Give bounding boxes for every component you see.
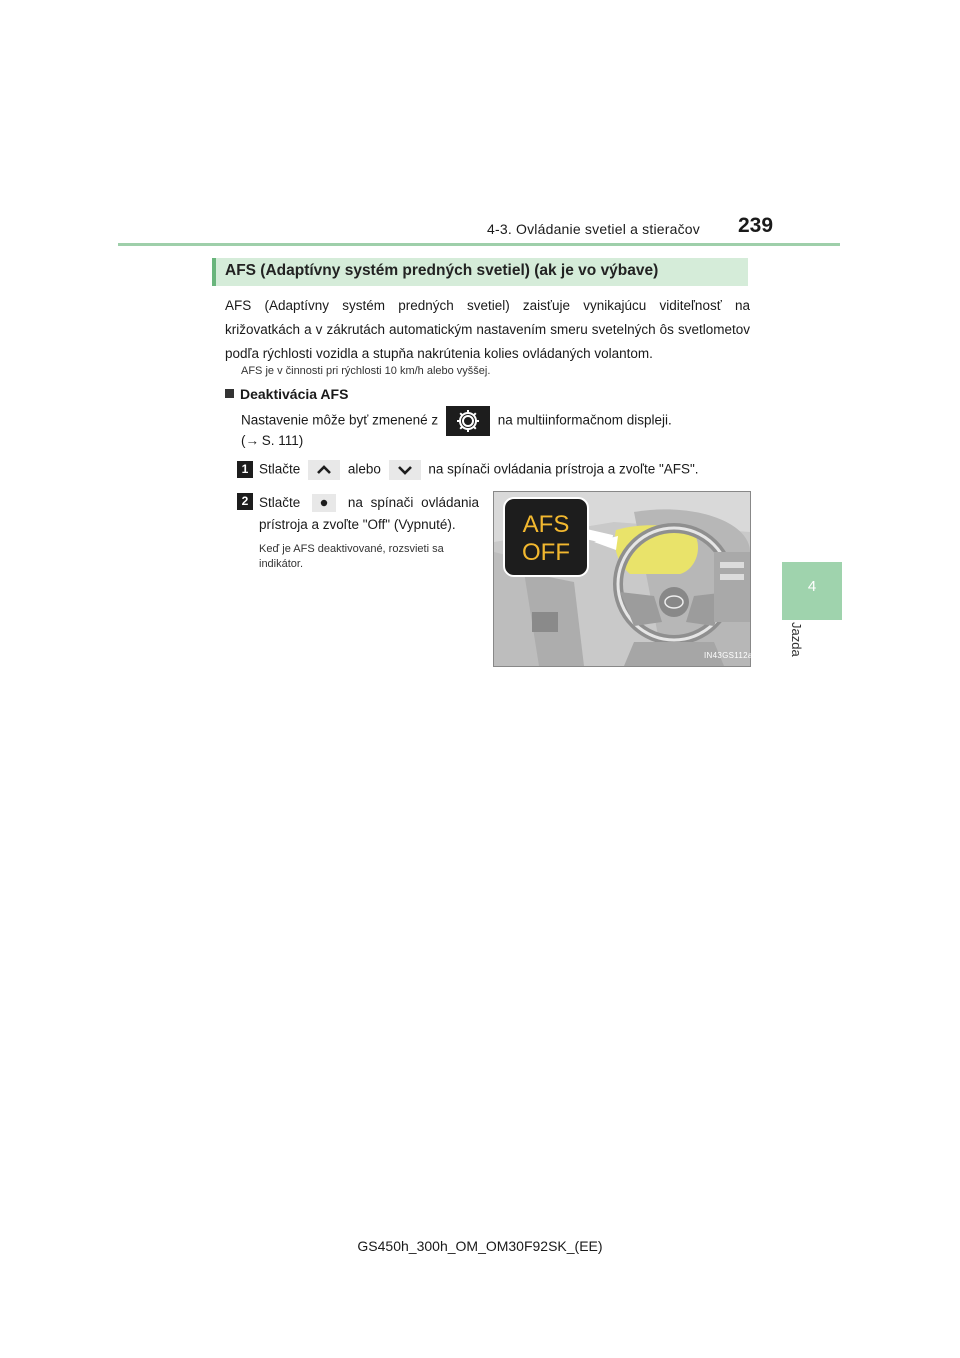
step-1-badge: 1: [237, 461, 253, 478]
square-bullet-icon: [225, 389, 234, 398]
page-reference-text: S. 111: [261, 433, 299, 448]
speed-note: AFS je v činnosti pri rýchlosti 10 km/h alebo vyššej.: [241, 365, 491, 377]
section-title: AFS (Adaptívny systém predných svetiel) (ak je vo výbave): [225, 262, 659, 279]
chapter-number: 4: [807, 578, 817, 595]
page-reference: (→ S. 111): [241, 433, 304, 448]
step-1-press: Stlačte: [259, 461, 301, 477]
chapter-label: Jazda: [789, 622, 804, 657]
step-1-after: na spínači ovládania prístroja a zvoľte "AFS".: [428, 461, 699, 477]
document-code: GS450h_300h_OM_OM30F92SK_(EE): [357, 1238, 603, 1254]
chapter-label-container: [786, 622, 806, 682]
deactivation-heading: [225, 386, 348, 402]
dashboard-illustration: [493, 491, 751, 667]
enter-dot-icon: [312, 494, 336, 512]
step-2-after: na spínači ovládania prístroja a zvoľte "Off" (Vypnuté).: [259, 495, 479, 532]
step-1-or: alebo: [347, 461, 381, 477]
step-2-press: Stlačte: [259, 495, 301, 510]
arrow-up-icon: [308, 460, 340, 480]
deactivation-heading-text: Deaktivácia AFS: [240, 386, 349, 402]
settings-line-before: Nastavenie môže byť zmenené z: [241, 412, 439, 428]
settings-line: [241, 406, 672, 436]
step-2-text: [259, 492, 479, 536]
dashboard-drawing: [494, 492, 750, 666]
section-heading-accent: [212, 258, 216, 286]
gear-icon: [446, 406, 490, 436]
indicator-text-line1: AFS: [522, 511, 570, 538]
arrow-right-icon: →: [245, 433, 259, 448]
step-2-badge: 2: [237, 493, 253, 510]
intro-paragraph: AFS (Adaptívny systém predných svetiel) zaisťuje vynikajúcu viditeľnosť na križovatkách a v zákrutách automatickým nastavením smeru svetelných ôs svetlometov podľa rýchlosti vozidla a stupňa nakrútenia kolies ovládaných volantom.: [225, 298, 750, 361]
step-1-text: [259, 460, 699, 480]
illustration-code: IN43GS112a: [704, 651, 753, 660]
page-number: 239: [738, 214, 774, 237]
settings-line-after: na multiinformačnom displeji.: [497, 412, 672, 428]
arrow-down-icon: [389, 460, 421, 480]
indicator-text-line2: OFF: [522, 539, 570, 566]
running-header-section: 4-3. Ovládanie svetiel a stieračov: [486, 221, 700, 237]
indicator-note: Keď je AFS deaktivované, rozsvieti sa indikátor.: [259, 543, 444, 570]
header-divider: [118, 243, 840, 246]
